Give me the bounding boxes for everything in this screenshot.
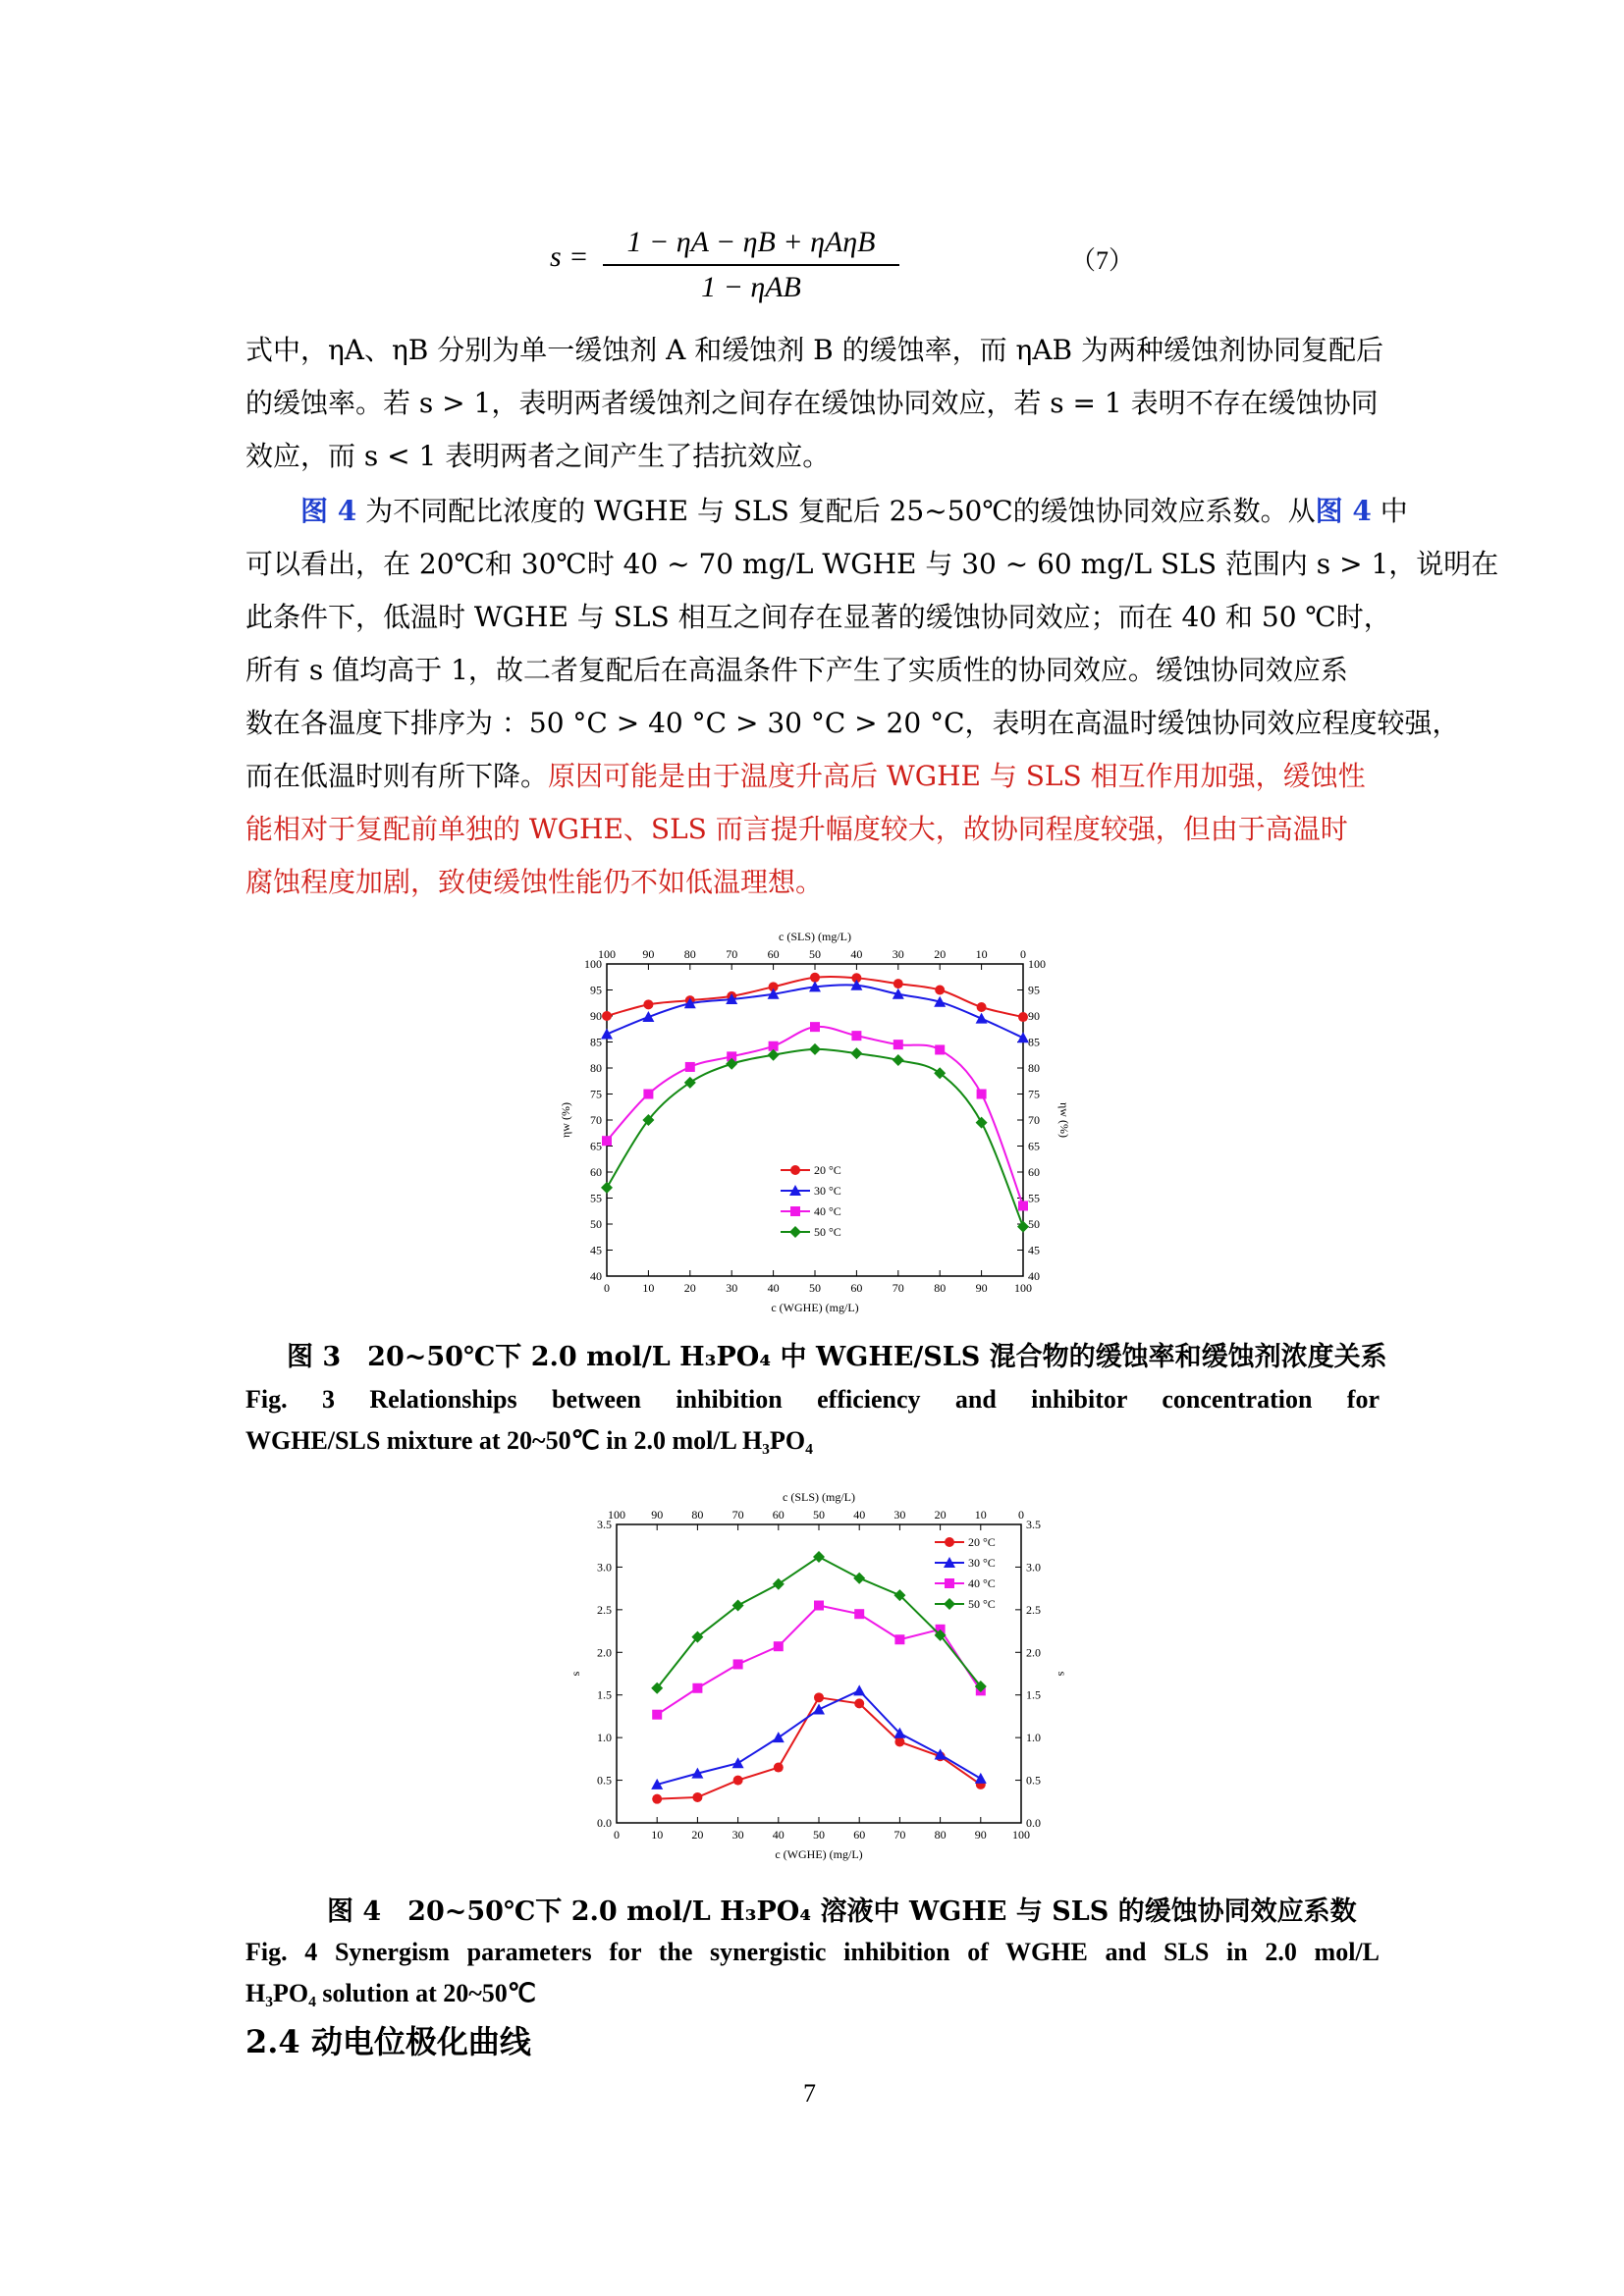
y-tick-label: 50 bbox=[590, 1217, 602, 1231]
x-tick-label: 60 bbox=[850, 1281, 863, 1295]
data-point bbox=[732, 1757, 744, 1768]
top-tick-label: 60 bbox=[772, 1508, 785, 1522]
fig3-caption-cn: 图 3 20~50℃下 2.0 mol/L H₃PO₄ 中 WGHE/SLS 混合物的缓蚀率和缓蚀剂浓度关系 bbox=[287, 1342, 1387, 1372]
x-axis-label: c (WGHE) (mg/L) bbox=[771, 1301, 859, 1314]
y-tick-label-right: 1.5 bbox=[1026, 1687, 1041, 1702]
x-tick-label: 100 bbox=[1014, 1281, 1032, 1295]
data-point bbox=[601, 1182, 613, 1194]
caption-line: WGHE/SLS mixture at 20~50℃ in 2.0 mol/L H₃PO₄ bbox=[245, 1426, 813, 1455]
top-tick-label: 0 bbox=[1020, 947, 1026, 961]
y-tick-label-right: 75 bbox=[1028, 1087, 1040, 1101]
legend-label: 20 °C bbox=[968, 1535, 996, 1549]
x-tick-label: 90 bbox=[974, 1828, 987, 1842]
formula-denominator: 1 − ηAB bbox=[701, 271, 801, 303]
text-span: 中 bbox=[1371, 495, 1408, 527]
series-line bbox=[657, 1557, 981, 1688]
y-tick-label-right: 0.0 bbox=[1026, 1816, 1041, 1830]
text-line: 的缓蚀率。若 s > 1，表明两者缓蚀剂之间存在缓蚀协同效应，若 s = 1 表明不存在缓蚀协同 bbox=[245, 387, 1379, 419]
y-axis-label-right: ηw (%) bbox=[1057, 1102, 1071, 1138]
data-point bbox=[814, 1692, 824, 1702]
top-tick-label: 20 bbox=[934, 1508, 947, 1522]
formula-fraction bbox=[599, 221, 903, 309]
y-tick-label: 60 bbox=[590, 1165, 602, 1179]
formula-numerator: 1 − ηA − ηB + ηAηB bbox=[626, 226, 876, 258]
legend-marker bbox=[790, 1165, 800, 1175]
top-tick-label: 80 bbox=[683, 947, 696, 961]
top-tick-label: 100 bbox=[598, 947, 616, 961]
y-tick-label-right: 3.0 bbox=[1026, 1560, 1041, 1575]
caption-line: H₃PO₄ solution at 20~50℃ bbox=[245, 1979, 536, 2007]
y-tick-label: 40 bbox=[590, 1269, 602, 1283]
top-axis-label: c (SLS) (mg/L) bbox=[783, 1490, 855, 1504]
x-tick-label: 80 bbox=[934, 1281, 947, 1295]
y-tick-label: 65 bbox=[590, 1139, 602, 1153]
y-axis-label-right: s bbox=[1056, 1671, 1069, 1677]
y-tick-label-right: 65 bbox=[1028, 1139, 1040, 1153]
data-point bbox=[851, 1031, 861, 1041]
legend-marker bbox=[945, 1578, 954, 1588]
data-point bbox=[894, 1634, 904, 1644]
data-point bbox=[976, 1117, 988, 1129]
paragraph-discussion bbox=[245, 485, 1499, 909]
data-point bbox=[810, 973, 820, 983]
top-axis-label: c (SLS) (mg/L) bbox=[779, 930, 851, 943]
data-point bbox=[893, 979, 903, 988]
data-point bbox=[685, 1062, 695, 1072]
legend-marker bbox=[945, 1537, 954, 1547]
figure-3 bbox=[530, 913, 1080, 1325]
data-point bbox=[893, 1054, 904, 1066]
fig3-caption-en bbox=[245, 1379, 1380, 1462]
y-tick-label-right: 90 bbox=[1028, 1009, 1040, 1023]
legend-marker bbox=[944, 1598, 955, 1610]
x-tick-label: 20 bbox=[691, 1828, 704, 1842]
formula-7 bbox=[550, 221, 1159, 319]
y-tick-label: 1.0 bbox=[597, 1731, 612, 1745]
caption-line: Fig. 4 Synergism parameters for the synergistic inhibition of WGHE and SLS in 2.0 mol/L bbox=[245, 1938, 1380, 1966]
data-point bbox=[733, 1659, 743, 1669]
paragraph-definition bbox=[245, 324, 1384, 483]
data-point bbox=[684, 1077, 696, 1089]
x-tick-label: 10 bbox=[642, 1281, 655, 1295]
data-point bbox=[853, 1684, 865, 1695]
x-tick-label: 60 bbox=[853, 1828, 866, 1842]
fig4-caption-en bbox=[245, 1932, 1380, 2014]
x-tick-label: 100 bbox=[1012, 1828, 1030, 1842]
x-tick-label: 0 bbox=[604, 1281, 610, 1295]
text-line bbox=[245, 485, 1408, 538]
x-tick-label: 50 bbox=[809, 1281, 821, 1295]
x-tick-label: 30 bbox=[726, 1281, 738, 1295]
data-point bbox=[935, 1044, 945, 1054]
top-tick-label: 90 bbox=[642, 947, 655, 961]
text-line: 数在各温度下排序为 ：50 °C > 40 °C > 30 °C > 20 °C，表明在高温时缓蚀协同效应程度较强， bbox=[245, 707, 1460, 739]
y-tick-label-right: 95 bbox=[1028, 983, 1040, 997]
top-tick-label: 0 bbox=[1018, 1508, 1024, 1522]
text-span: 而在低温时则有所下降。 bbox=[245, 760, 549, 792]
legend-label: 30 °C bbox=[814, 1184, 841, 1198]
highlight-line: 能相对于复配前单独的 WGHE、SLS 而言提升幅度较大，故协同程度较强，但由于高温时 bbox=[245, 813, 1348, 845]
y-tick-label: 0.5 bbox=[597, 1773, 612, 1788]
data-point bbox=[850, 1047, 862, 1059]
text-line: 效应，而 s < 1 表明两者之间产生了拮抗效应。 bbox=[245, 440, 831, 472]
figure-ref-link[interactable]: 图 4 bbox=[300, 495, 357, 527]
data-point bbox=[774, 1641, 784, 1651]
y-tick-label-right: 100 bbox=[1028, 957, 1046, 971]
data-point bbox=[652, 1710, 662, 1720]
top-tick-label: 50 bbox=[813, 1508, 825, 1522]
text-line bbox=[245, 750, 1380, 803]
y-tick-label: 3.0 bbox=[597, 1560, 612, 1575]
highlight-text: 原因可能是由于温度升高后 WGHE 与 SLS 相互作用加强，缓蚀性 bbox=[548, 760, 1366, 792]
x-tick-label: 0 bbox=[614, 1828, 620, 1842]
top-tick-label: 20 bbox=[934, 947, 947, 961]
y-tick-label-right: 3.5 bbox=[1026, 1518, 1041, 1531]
legend-label: 40 °C bbox=[968, 1576, 996, 1590]
formula-lhs: s = bbox=[550, 240, 589, 273]
y-axis-label: ηw (%) bbox=[559, 1102, 572, 1138]
y-tick-label: 100 bbox=[584, 957, 602, 971]
fig4-caption-cn: 图 4 20~50℃下 2.0 mol/L H₃PO₄ 溶液中 WGHE 与 SLS 的缓蚀协同效应系数 bbox=[327, 1896, 1357, 1927]
top-tick-label: 10 bbox=[975, 947, 988, 961]
data-point bbox=[602, 1136, 612, 1146]
top-tick-label: 30 bbox=[893, 1508, 906, 1522]
y-tick-label: 90 bbox=[590, 1009, 602, 1023]
highlight-line: 腐蚀程度加剧，致使缓蚀性能仍不如低温理想。 bbox=[245, 866, 824, 898]
y-tick-label: 70 bbox=[590, 1113, 602, 1127]
top-tick-label: 100 bbox=[608, 1508, 625, 1522]
text-span: 为不同配比浓度的 WGHE 与 SLS 复配后 25~50℃的缓蚀协同效应系数。从 bbox=[356, 495, 1316, 527]
legend-marker bbox=[789, 1226, 801, 1238]
formula-number: （7） bbox=[1070, 246, 1135, 275]
data-point bbox=[854, 1609, 864, 1619]
data-point bbox=[1018, 1012, 1028, 1022]
data-point bbox=[773, 1578, 785, 1590]
legend-label: 50 °C bbox=[968, 1597, 996, 1611]
y-tick-label-right: 60 bbox=[1028, 1165, 1040, 1179]
top-tick-label: 30 bbox=[892, 947, 904, 961]
x-tick-label: 50 bbox=[813, 1828, 825, 1842]
top-tick-label: 40 bbox=[850, 947, 863, 961]
y-tick-label: 2.0 bbox=[597, 1645, 612, 1660]
x-tick-label: 70 bbox=[892, 1281, 904, 1295]
x-tick-label: 30 bbox=[731, 1828, 744, 1842]
data-point bbox=[976, 1013, 988, 1024]
y-axis-label: s bbox=[568, 1671, 582, 1677]
y-tick-label: 80 bbox=[590, 1061, 602, 1075]
data-point bbox=[810, 1022, 820, 1032]
y-tick-label: 95 bbox=[590, 983, 602, 997]
y-tick-label-right: 2.5 bbox=[1026, 1602, 1041, 1617]
y-tick-label: 0.0 bbox=[597, 1816, 612, 1830]
section-heading: 2.4 动电位极化曲线 bbox=[245, 2023, 531, 2060]
x-tick-label: 40 bbox=[767, 1281, 780, 1295]
y-tick-label-right: 70 bbox=[1028, 1113, 1040, 1127]
data-point bbox=[977, 1002, 987, 1012]
top-tick-label: 70 bbox=[726, 947, 738, 961]
y-tick-label: 2.5 bbox=[597, 1602, 612, 1617]
y-tick-label-right: 80 bbox=[1028, 1061, 1040, 1075]
data-point bbox=[814, 1601, 824, 1611]
legend-marker bbox=[790, 1206, 800, 1216]
top-tick-label: 80 bbox=[691, 1508, 704, 1522]
text-line: 式中，ηA、ηB 分别为单一缓蚀剂 A 和缓蚀剂 B 的缓蚀率，而 ηAB 为两种缓蚀剂协同复配后 bbox=[245, 334, 1384, 366]
data-point bbox=[894, 1736, 904, 1746]
y-tick-label: 55 bbox=[590, 1191, 602, 1205]
top-tick-label: 10 bbox=[974, 1508, 987, 1522]
top-tick-label: 90 bbox=[651, 1508, 664, 1522]
data-point bbox=[643, 999, 653, 1009]
x-tick-label: 40 bbox=[772, 1828, 785, 1842]
top-tick-label: 60 bbox=[767, 947, 780, 961]
fig3-chart bbox=[530, 913, 1080, 1325]
data-point bbox=[643, 1090, 653, 1099]
data-point bbox=[977, 1090, 987, 1099]
caption-line: Fig. 3 Relationships between inhibition efficiency and inhibitor concentration for bbox=[245, 1385, 1380, 1414]
data-point bbox=[773, 1732, 785, 1742]
y-tick-label: 1.5 bbox=[597, 1687, 612, 1702]
x-tick-label: 80 bbox=[934, 1828, 947, 1842]
top-tick-label: 50 bbox=[809, 947, 821, 961]
top-tick-label: 70 bbox=[731, 1508, 744, 1522]
page-number: 7 bbox=[803, 2079, 816, 2108]
y-tick-label-right: 85 bbox=[1028, 1035, 1040, 1049]
text-line: 此条件下，低温时 WGHE 与 SLS 相互之间存在显著的缓蚀协同效应；而在 40 和 50 ℃时， bbox=[245, 601, 1391, 633]
x-tick-label: 90 bbox=[975, 1281, 988, 1295]
y-tick-label-right: 2.0 bbox=[1026, 1645, 1041, 1660]
data-point bbox=[853, 1573, 865, 1584]
data-point bbox=[854, 1698, 864, 1708]
text-line: 可以看出，在 20℃和 30℃时 40 ~ 70 mg/L WGHE 与 30 ~ 60 mg/L SLS 范围内 s > 1，说明在 bbox=[245, 548, 1499, 580]
legend-label: 40 °C bbox=[814, 1204, 841, 1218]
y-tick-label: 45 bbox=[590, 1243, 602, 1257]
series-line bbox=[607, 1049, 1023, 1227]
y-tick-label-right: 1.0 bbox=[1026, 1731, 1041, 1745]
top-tick-label: 40 bbox=[853, 1508, 866, 1522]
y-tick-label-right: 55 bbox=[1028, 1191, 1040, 1205]
data-point bbox=[1018, 1201, 1028, 1210]
x-tick-label: 70 bbox=[893, 1828, 906, 1842]
data-point bbox=[809, 1043, 821, 1055]
x-axis-label: c (WGHE) (mg/L) bbox=[775, 1847, 863, 1861]
y-tick-label: 3.5 bbox=[597, 1518, 612, 1531]
data-point bbox=[692, 1683, 702, 1693]
data-point bbox=[975, 1773, 987, 1784]
data-point bbox=[893, 1040, 903, 1049]
y-tick-label-right: 50 bbox=[1028, 1217, 1040, 1231]
y-tick-label: 85 bbox=[590, 1035, 602, 1049]
data-point bbox=[602, 1011, 612, 1021]
y-tick-label-right: 45 bbox=[1028, 1243, 1040, 1257]
legend-label: 30 °C bbox=[968, 1556, 996, 1570]
data-point bbox=[692, 1792, 702, 1802]
y-tick-label-right: 0.5 bbox=[1026, 1773, 1041, 1788]
legend-label: 20 °C bbox=[814, 1163, 841, 1177]
data-point bbox=[652, 1794, 662, 1804]
legend-label: 50 °C bbox=[814, 1225, 841, 1239]
y-tick-label: 75 bbox=[590, 1087, 602, 1101]
x-tick-label: 10 bbox=[651, 1828, 664, 1842]
y-tick-label-right: 40 bbox=[1028, 1269, 1040, 1283]
x-tick-label: 20 bbox=[683, 1281, 696, 1295]
figure-4 bbox=[550, 1468, 1070, 1880]
data-point bbox=[935, 986, 945, 995]
figure-ref-link[interactable]: 图 4 bbox=[1315, 495, 1372, 527]
data-point bbox=[813, 1551, 825, 1563]
data-point bbox=[733, 1776, 743, 1786]
data-point bbox=[601, 1029, 613, 1040]
data-point bbox=[774, 1763, 784, 1773]
fig4-chart bbox=[550, 1468, 1070, 1880]
text-line: 所有 s 值均高于 1，故二者复配后在高温条件下产生了实质性的协同效应。缓蚀协同效应系 bbox=[245, 654, 1348, 686]
